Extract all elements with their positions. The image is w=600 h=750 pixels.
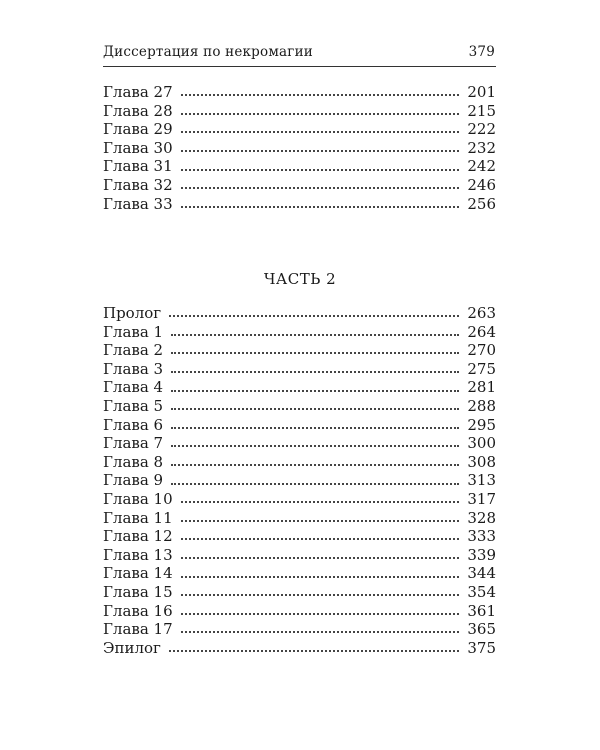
toc-entry-page: 339	[467, 545, 496, 564]
toc-entry-label: Пролог	[103, 304, 162, 322]
toc-entry-page: 281	[467, 378, 496, 397]
dot-leader	[181, 169, 460, 171]
toc-entry-label: Глава 30	[103, 138, 173, 157]
toc-entry	[103, 564, 496, 583]
toc-entry	[103, 341, 496, 360]
toc-part2	[103, 304, 496, 657]
toc-entry	[103, 397, 496, 416]
toc-entry	[103, 176, 496, 195]
toc-entry	[103, 602, 496, 621]
dot-leader	[171, 408, 459, 410]
dot-leader	[171, 390, 459, 392]
dot-leader	[171, 464, 459, 466]
dot-leader	[171, 371, 459, 373]
toc-entry	[103, 83, 496, 102]
toc-entry-page: 300	[467, 434, 496, 453]
toc-entry-label: Глава 17	[103, 620, 173, 639]
dot-leader	[181, 150, 460, 152]
toc-entry-page: 264	[467, 322, 496, 341]
toc-entry-label: Эпилог	[103, 638, 161, 657]
part2-title: ЧАСТЬ 2	[263, 270, 337, 288]
dot-leader	[181, 94, 460, 96]
dot-leader	[181, 206, 460, 208]
toc-entry-page: 246	[467, 175, 496, 194]
dot-leader	[169, 650, 459, 652]
toc-entry-label: Глава 3	[103, 359, 164, 378]
toc-entry-page: 317	[467, 489, 496, 508]
toc-entry-page: 313	[467, 471, 496, 490]
toc-entry	[103, 546, 496, 565]
toc-entry-label: Глава 4	[103, 378, 164, 397]
running-header	[103, 44, 495, 60]
toc-entry-page: 375	[467, 638, 496, 657]
dot-leader	[181, 594, 460, 596]
toc-entry	[103, 434, 496, 453]
toc-entry-page: 344	[467, 564, 496, 583]
toc-entry-page: 215	[467, 101, 496, 120]
toc-entry-page: 328	[467, 508, 496, 527]
toc-entry-label: Глава 29	[103, 120, 173, 139]
toc-entry-label: Глава 32	[103, 175, 173, 194]
toc-entry-label: Глава 33	[103, 194, 173, 213]
toc-entry	[103, 304, 496, 323]
dot-leader	[181, 576, 460, 578]
toc-entry-label: Глава 2	[103, 341, 164, 360]
toc-entry-page: 242	[467, 157, 496, 176]
book-title: Диссертация по некромагии	[103, 44, 313, 60]
dot-leader	[181, 131, 460, 133]
toc-entry	[103, 583, 496, 602]
toc-entry-page: 308	[467, 452, 496, 471]
toc-entry-label: Глава 11	[103, 508, 173, 527]
toc-entry-label: Глава 27	[103, 83, 173, 101]
toc-entry	[103, 120, 496, 139]
toc-entry-page: 232	[467, 138, 496, 157]
dot-leader	[171, 483, 459, 485]
toc-entry-label: Глава 14	[103, 564, 173, 583]
dot-leader	[181, 501, 460, 503]
toc-entry-page: 354	[467, 582, 496, 601]
toc-entry	[103, 471, 496, 490]
toc-entry-label: Глава 6	[103, 415, 164, 434]
dot-leader	[171, 427, 459, 429]
toc-entry-label: Глава 10	[103, 489, 173, 508]
toc-entry	[103, 490, 496, 509]
toc-entry	[103, 195, 496, 214]
dot-leader	[181, 538, 460, 540]
toc-entry-page: 270	[467, 341, 496, 360]
toc-entry-page: 256	[467, 194, 496, 213]
toc-entry	[103, 639, 496, 658]
toc-entry-label: Глава 5	[103, 396, 164, 415]
dot-leader	[171, 334, 459, 336]
toc-entry-label: Глава 16	[103, 601, 173, 620]
toc-entry-label: Глава 12	[103, 527, 173, 546]
dot-leader	[181, 113, 460, 115]
toc-entry-label: Глава 31	[103, 157, 173, 176]
toc-entry	[103, 378, 496, 397]
toc-entry	[103, 102, 496, 121]
toc-entry-label: Глава 7	[103, 434, 164, 453]
toc-entry	[103, 509, 496, 528]
dot-leader	[181, 557, 460, 559]
toc-entry	[103, 157, 496, 176]
toc-entry	[103, 620, 496, 639]
toc-entry-label: Глава 13	[103, 545, 173, 564]
toc-entry-page: 361	[467, 601, 496, 620]
dot-leader	[181, 613, 460, 615]
dot-leader	[181, 631, 460, 633]
toc-entry-label: Глава 15	[103, 582, 173, 601]
toc-entry-page: 333	[467, 527, 496, 546]
header-divider	[103, 66, 496, 67]
toc-entry-label: Глава 9	[103, 471, 164, 490]
toc-entry	[103, 139, 496, 158]
toc-entry-label: Глава 28	[103, 101, 173, 120]
dot-leader	[169, 315, 459, 317]
toc-entry-page: 295	[467, 415, 496, 434]
dot-leader	[171, 445, 459, 447]
toc-entry-page: 365	[467, 620, 496, 639]
dot-leader	[181, 520, 460, 522]
toc-entry	[103, 323, 496, 342]
toc-entry-page: 222	[467, 120, 496, 139]
toc-entry	[103, 360, 496, 379]
toc-entry-label: Глава 1	[103, 322, 164, 341]
toc-entry-page: 263	[467, 304, 496, 322]
toc-entry-page: 288	[467, 396, 496, 415]
toc-entry	[103, 453, 496, 472]
dot-leader	[181, 187, 460, 189]
page-number: 379	[468, 44, 495, 60]
toc-entry	[103, 416, 496, 435]
toc-part1	[103, 83, 496, 213]
toc-entry-label: Глава 8	[103, 452, 164, 471]
toc-entry-page: 201	[467, 83, 496, 101]
dot-leader	[171, 352, 459, 354]
toc-entry-page: 275	[467, 359, 496, 378]
toc-entry	[103, 527, 496, 546]
